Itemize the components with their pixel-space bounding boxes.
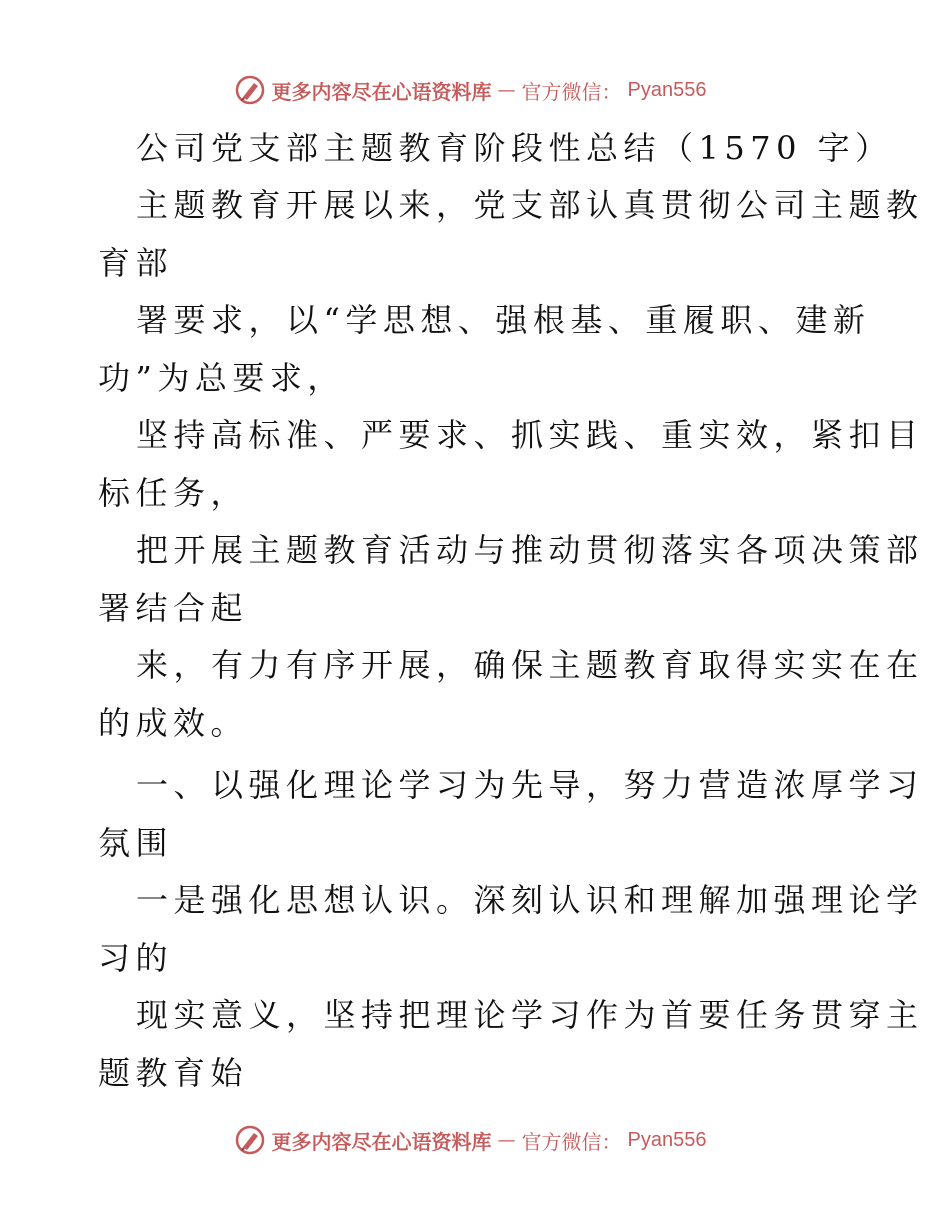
pen-logo-icon [234,74,266,106]
watermark-label: 官方微信： [521,1129,622,1154]
section-heading: 一、以强化理论学习为先导，努力营造浓厚学习 [136,766,924,804]
text-line: 标任务， [98,474,249,512]
text-line: 育部 [98,244,174,282]
section-heading-continued: 氛围 [98,824,174,862]
watermark-text: 更多内容尽在心语资料库 [271,1129,492,1154]
text-line: 一是强化思想认识。深刻认识和理解加强理论学 [136,881,924,919]
text-line: 坚持高标准、严要求、抓实践、重实效，紧扣目 [136,416,924,454]
watermark-separator: — [497,1129,516,1151]
text-line: 的成效。 [98,704,249,742]
text-line: 功”为总要求， [98,359,345,397]
watermark-group [234,1124,707,1156]
text-line: 主题教育开展以来，党支部认真贯彻公司主题教 [136,186,924,224]
text-line: 题教育始 [98,1054,249,1092]
text-line: 来，有力有序开展，确保主题教育取得实实在在 [136,646,924,684]
document-title: 公司党支部主题教育阶段性总结（1570 字） [136,129,893,167]
watermark-text: 更多内容尽在心语资料库 [271,79,492,104]
text-line: 署要求，以“学思想、强根基、重履职、建新 [136,301,871,339]
text-line: 署结合起 [98,589,249,627]
pen-logo-icon [234,1124,266,1156]
watermark-id: Pyan556 [627,1128,707,1151]
text-line: 习的 [98,939,174,977]
footer-watermark [0,1120,950,1160]
header-watermark [0,70,950,110]
watermark-label: 官方微信： [521,79,622,104]
text-line: 现实意义，坚持把理论学习作为首要任务贯穿主 [136,996,924,1034]
watermark-separator: — [497,79,516,101]
text-line: 把开展主题教育活动与推动贯彻落实各项决策部 [136,531,924,569]
watermark-id: Pyan556 [627,78,707,101]
watermark-group [234,74,707,106]
